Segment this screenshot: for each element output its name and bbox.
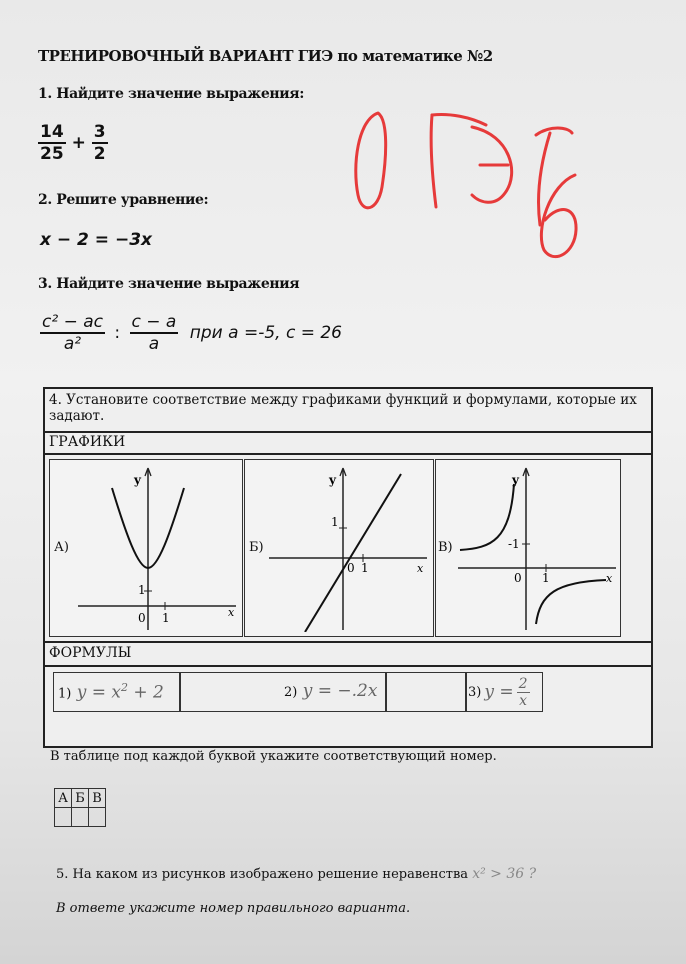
graph-c-letter: В) [438,540,453,555]
question-2-text: 2. Решите уравнение: [38,192,209,208]
formula-cell-1 [53,672,181,712]
tick-origin-label: 0 [138,611,146,625]
tick-x-label: 1 [361,561,369,575]
frac1-numerator: 14 [40,122,64,142]
graph-cell-b [244,459,434,637]
svg-text:0,7-76: 0,7-76 [340,95,344,96]
plus-sign: + [71,133,86,153]
tick-origin-label: 0 [514,571,522,585]
graph-a-letter: А) [54,540,69,555]
question-1-text: 1. Найдите значение выражения: [38,86,304,102]
divider [45,453,651,455]
formula-1 [58,681,164,703]
formula-1-rhs: + 2 [128,682,164,703]
y-axis-label: y [134,473,141,487]
answer-header-c: В [89,789,106,808]
formula-cell-2 [179,672,387,712]
graph-b-line [267,464,431,632]
question-1-expression [38,122,108,164]
task-4-table [43,387,653,748]
x-axis-label: x [417,562,424,575]
tick-y-label: 1 [331,515,339,529]
tick-x-label: 1 [542,571,550,585]
instruction-text: В таблице под каждой буквой укажите соответствующий номер. [50,749,497,764]
divider [45,431,651,433]
page-title: ТРЕНИРОВОЧНЫЙ ВАРИАНТ ГИЭ по математике №2 [38,47,493,65]
graphs-label: ГРАФИКИ [49,434,126,450]
frac1-denominator: 25 [40,144,64,164]
tick-x-label: 1 [162,611,170,625]
formula-3 [468,673,530,711]
formula-2-number: 2) [284,685,298,700]
tick-y-label: 1 [138,583,146,597]
question-2-equation: x − 2 = −3x [40,230,152,250]
formula-1-number: 1) [58,686,72,702]
formula-1-exponent: 2 [121,681,128,694]
formula-3-denominator: x [519,692,528,709]
question-3-text: 3. Найдите значение выражения [38,276,300,292]
formula-3-numerator: 2 [518,675,528,692]
q3-condition: при a =-5, c = 26 [189,323,342,343]
question-5-inequality: x² > 36 ? [472,866,537,882]
answer-cell-c[interactable] [89,808,106,827]
graph-b-letter: Б) [249,540,264,555]
graph-cell-c [435,459,621,637]
formula-cell-3 [465,672,543,712]
division-sign: : [114,323,121,343]
x-axis-label: x [606,572,613,585]
y-axis-label: y [329,473,336,487]
frac2-denominator: 2 [93,144,106,164]
divider [45,665,651,667]
formula-1-lhs: y = x [76,682,121,703]
graph-cell-a [49,459,243,637]
formula-2-lhs: y = −.2x [302,681,378,701]
formula-3-number: 3) [468,684,482,700]
question-5-note: В ответе укажите номер правильного варианта. [56,901,411,916]
formulas-label: ФОРМУЛЫ [49,645,132,661]
graph-a-parabola [76,464,240,632]
graph-c-hyperbola [456,464,620,632]
divider [45,641,651,643]
q3-frac2-denominator: a [148,334,160,354]
formula-2 [284,681,377,701]
y-axis-label: y [512,473,519,487]
answer-header-a: А [55,789,72,808]
answer-table [54,788,106,827]
x-axis-label: x [228,606,235,619]
q3-frac2-numerator: c − a [131,312,177,332]
red-handwriting [340,95,600,270]
answer-header-b: Б [72,789,89,808]
answer-cell-b[interactable] [72,808,89,827]
question-5-text [56,866,536,882]
question-4-text: 4. Установите соответствие между графиками функций и формулами, которые их задают. [49,392,637,424]
formula-3-lhs: y = [484,682,514,702]
q3-frac1-denominator: a² [63,334,82,354]
question-5-label: 5. На каком из рисунков изображено решение неравенства [56,867,469,882]
frac2-numerator: 3 [93,122,106,142]
question-3-expression [40,312,342,354]
tick-y-label: -1 [508,537,520,551]
answer-cell-a[interactable] [55,808,72,827]
tick-origin-label: 0 [347,561,355,575]
q3-frac1-numerator: c² − ac [42,312,103,332]
formula-cell-empty [385,672,467,712]
